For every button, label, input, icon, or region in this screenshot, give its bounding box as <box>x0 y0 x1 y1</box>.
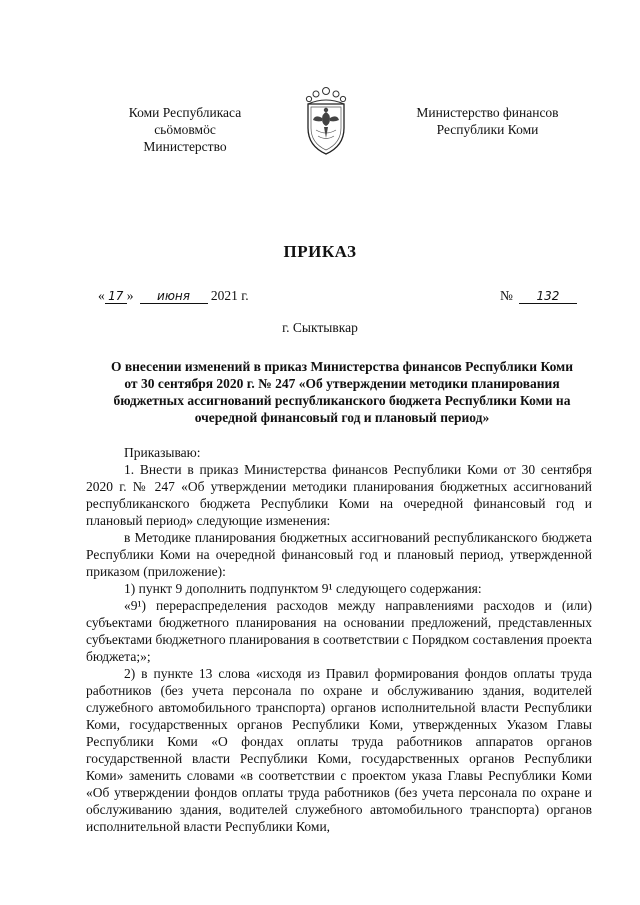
date-month-handwritten: июня <box>140 289 208 304</box>
body-paragraph: 1) пункт 9 дополнить подпунктом 9¹ следующего содержания: <box>124 581 482 596</box>
body-paragraph: 1. Внести в приказ Министерства финансов Республики Коми от 30 сентября 2020 г. № 247 «Об утверждении методики планирования бюджетных ассигнований республиканского бюджета Республики Коми на очередной финансовый год и плановый период» следующие изменения: <box>86 462 592 528</box>
subject-line: от 30 сентября 2020 г. № 247 «Об утверждении методики планирования <box>124 376 560 391</box>
body-paragraph: 2) в пункте 13 слова «исходя из Правил формирования фондов оплаты труда работников (без учета персонала по охране и обслуживанию здания, водителей служебного автомобильного транспорта) органов исполнительной власти Республики Коми, государственных органов Республики Коми, утвержденных Указом Главы Республики Коми «О фондах оплаты труда работников аппаратов органов государственной власти Республики Коми, государственных органов Республики Коми» заменить словами «в соответствии с проектом указа Главы Республики Коми «Об утверждении фондов оплаты труда работников (без учета персонала по охране и обслуживанию здания, водителей служебного автомобильного транспорта) органов исполнительной власти Республики Коми, <box>86 666 592 834</box>
header-right-ministry <box>400 104 575 138</box>
document-date <box>98 288 249 304</box>
document-title: ПРИКАЗ <box>283 242 357 261</box>
header-left-line: Коми Республикаса <box>128 105 242 120</box>
header-left-line: сьӧмовмӧс <box>154 122 216 137</box>
coat-of-arms-icon <box>302 84 350 156</box>
header-right-line: Республики Коми <box>436 122 539 137</box>
date-open-quote: « <box>98 288 105 303</box>
body-paragraph: Приказываю: <box>124 445 201 460</box>
document-city: г. Сыктывкар <box>282 320 358 335</box>
header-left-line: Министерство <box>143 139 227 154</box>
header-left-komi <box>100 104 270 155</box>
document-body <box>86 444 592 835</box>
number-value-handwritten: 132 <box>519 289 577 304</box>
document-number <box>500 288 577 304</box>
header-right-line: Министерство финансов <box>416 105 559 120</box>
date-close-quote: » <box>126 288 134 303</box>
body-paragraph: «9¹) перераспределения расходов между направлениями расходов и (или) субъектами бюджетного планирования на основании предложений, представленных субъектами бюджетного планирования в соответствии с Порядком составления проекта бюджета;»; <box>86 598 592 664</box>
subject-line: О внесении изменений в приказ Министерства финансов Республики Коми <box>110 359 574 374</box>
subject-line: бюджетных ассигнований республиканского бюджета Республики Коми на <box>113 393 571 408</box>
number-label: № <box>500 288 513 303</box>
body-paragraph: в Методике планирования бюджетных ассигнований республиканского бюджета Республики Коми на очередной финансовый год и плановый период, утвержденной приказом (приложение): <box>86 530 592 579</box>
subject-line: очередной финансовый год и плановый период» <box>194 410 490 425</box>
document-subject <box>108 358 576 426</box>
date-day-handwritten: 17 <box>105 289 127 304</box>
date-year: 2021 г. <box>210 288 249 303</box>
